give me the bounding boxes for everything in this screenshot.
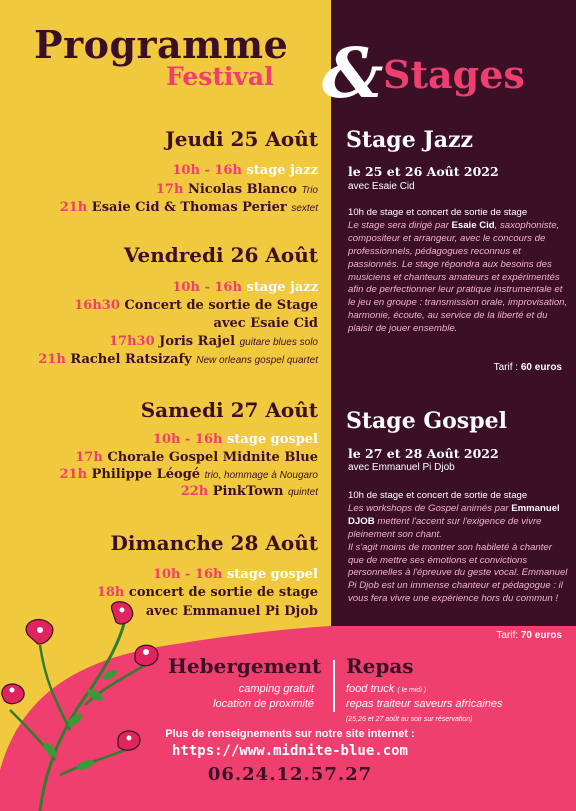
program-line: 10h - 16h stage jazz [172, 163, 318, 178]
stage-jazz-date: le 25 et 26 Août 2022 [348, 164, 499, 179]
title-ampersand: & [322, 34, 384, 114]
hebergement-title: Hebergement [168, 654, 322, 678]
stage-gospel-description: 10h de stage et concert de sortie de stage Les workshops de Gospel animés par Emmanuel DJOB mettent l'accent sur l'exigence de vivre pleinement son chant. Il s'agit moins de montrer son habileté à chanter que de mettre ses émotions et convictions personnelles à l'épreuve du geste vocal. Emmanuel Pi Djob est un immense chanteur et pédagogue : il vous fera vivre une expérience hors du commun ! [348, 490, 568, 605]
stage-jazz-title: Stage Jazz [346, 127, 473, 153]
stage-jazz-with: avec Esaie Cid [348, 181, 415, 192]
program-line: 18h concert de sortie de stage [96, 585, 318, 600]
hebergement-line: camping gratuit [238, 683, 314, 695]
program-line: 17h Chorale Gospel Midnite Blue [75, 450, 318, 465]
footer-divider [333, 660, 335, 712]
program-line: 17h Nicolas Blanco Trio [155, 182, 318, 197]
stage-jazz-description: 10h de stage et concert de sortie de stage Le stage sera dirigé par Esaie Cid, saxophoniste, compositeur et arrangeur, avec le concours de professionnels, pédagogues reconnus et passionnés. Le stage répondra aux besoins des musiciens et chanteurs amateurs et expérimentés afin de perfectionner leur pratique instrumentale et le jeu en groupe : transmission orale, improvisation, harmonie, écoute, au service de la liberté et du plaisir de jouer ensemble. [348, 207, 568, 335]
program-line: avec Emmanuel Pi Djob [145, 604, 318, 619]
repas-title: Repas [346, 654, 414, 678]
title-festival: Festival [166, 62, 274, 91]
program-line: 16h30 Concert de sortie de Stage [74, 298, 318, 313]
program-line: 22h PinkTown quintet [180, 484, 318, 499]
program-line: 10h - 16h stage jazz [172, 280, 318, 295]
stage-gospel-with: avec Emmanuel Pi Djob [348, 462, 455, 473]
stage-gospel-tarif: Tarif: 70 euros [496, 630, 562, 641]
program-line: 21h Philippe Léogé trio, hommage à Nougaro [59, 467, 318, 482]
repas-line: repas traiteur saveurs africaines [346, 698, 503, 710]
day-heading-dimanche: Dimanche 28 Août [110, 531, 318, 555]
program-line: avec Esaie Cid [213, 316, 318, 331]
stage-gospel-date: le 27 et 28 Août 2022 [348, 446, 499, 461]
program-line: 21h Esaie Cid & Thomas Perier sextet [59, 200, 318, 215]
day-heading-jeudi: Jeudi 25 Août [165, 127, 318, 151]
stage-jazz-tarif: Tarif : 60 euros [493, 362, 562, 373]
day-heading-vendredi: Vendredi 26 Août [123, 243, 318, 267]
program-line: 10h - 16h stage gospel [152, 567, 318, 582]
website-link[interactable]: https://www.midnite-blue.com [171, 743, 408, 759]
title-programme: Programme [34, 22, 289, 67]
stage-gospel-title: Stage Gospel [346, 408, 507, 434]
program-line: 17h30 Joris Rajel guitare blues solo [109, 334, 318, 349]
repas-note: (25,26 et 27 août au soir sur réservation) [346, 716, 473, 723]
info-text: Plus de renseignements sur notre site internet : [165, 728, 415, 740]
phone-number[interactable]: 06.24.12.57.27 [207, 764, 373, 785]
day-heading-samedi: Samedi 27 Août [140, 398, 318, 422]
repas-line: food truck ( le midi ) [346, 683, 427, 695]
title-stages: Stages [383, 52, 525, 97]
program-line: 21h Rachel Ratsizafy New orleans gospel quartet [38, 352, 318, 367]
hebergement-line: location de proximité [213, 698, 314, 710]
program-line: 10h - 16h stage gospel [152, 432, 318, 447]
